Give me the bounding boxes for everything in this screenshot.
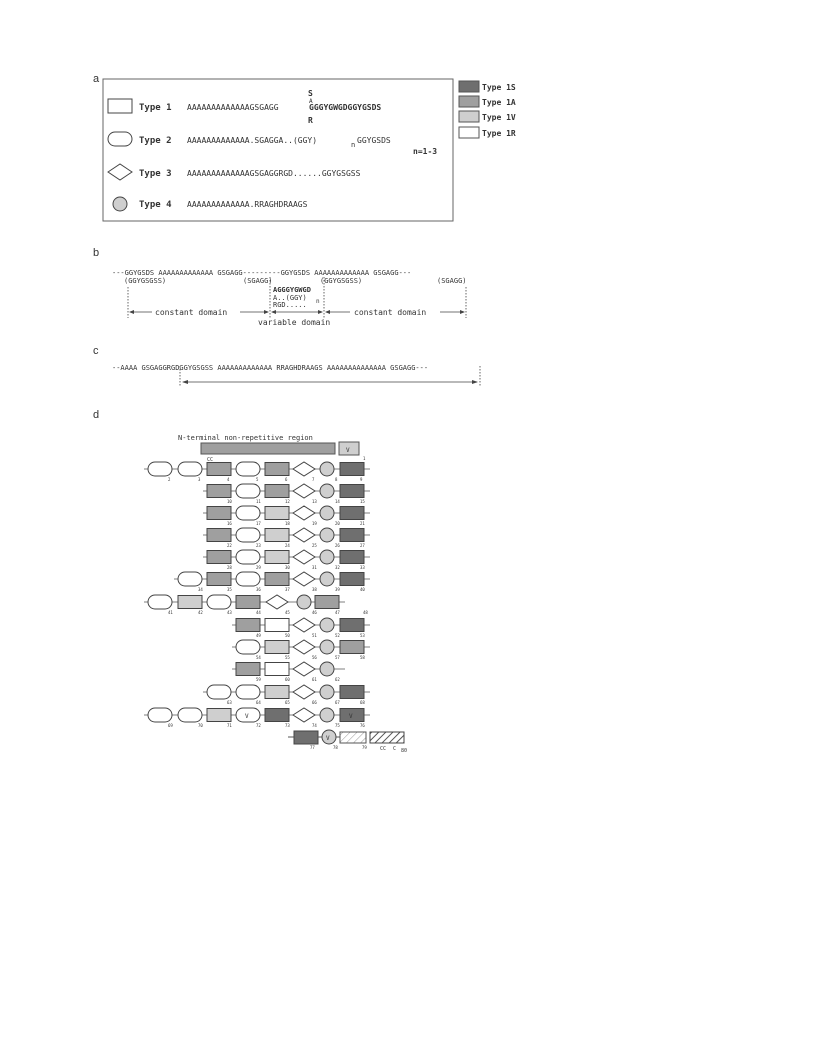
type1-domain	[207, 485, 231, 498]
type1-domain	[178, 596, 202, 609]
type3-domain	[293, 708, 315, 722]
domain-number: 37	[285, 587, 290, 592]
domain-number: 57	[335, 655, 340, 660]
domain-number: 18	[285, 521, 290, 526]
c-bottom-label: C	[393, 746, 397, 752]
domain-number: 39	[335, 587, 340, 592]
hatched-domain-79	[340, 732, 366, 743]
legend-swatch-1a	[459, 96, 479, 107]
type4-domain	[320, 640, 334, 654]
panel-c-label: c	[93, 345, 99, 357]
domain-number: 54	[256, 655, 261, 660]
domain-number: 44	[256, 610, 261, 615]
type3-domain	[293, 506, 315, 520]
domain-number: 31	[312, 565, 317, 570]
domain-number: 61	[312, 677, 317, 682]
domain-number: 41	[168, 610, 173, 615]
domain-number: 46	[312, 610, 317, 615]
type1-legend	[459, 81, 516, 138]
domain-number: 11	[256, 499, 261, 504]
variable-seq-2: A..(GGY)	[273, 294, 307, 302]
constant-domain-right: constant domain	[354, 308, 427, 317]
type1-domain	[236, 663, 260, 676]
domain-number: 40	[360, 587, 365, 592]
legend-swatch-1r	[459, 127, 479, 138]
domain-number: 23	[256, 543, 261, 548]
type3-domain	[293, 572, 315, 586]
domain-number: 32	[335, 565, 340, 570]
type2-domain	[148, 708, 172, 722]
type1-domain	[315, 596, 339, 609]
domain-number: 36	[256, 587, 261, 592]
type3-name: Type 3	[139, 169, 172, 179]
panel-b-label: b	[93, 247, 100, 259]
domain-alt-left: (GGYGSGSS)	[124, 277, 167, 285]
type1-domain	[340, 485, 364, 498]
type4-domain	[320, 662, 334, 676]
domain-number: 4	[227, 477, 230, 482]
type1-domain	[340, 641, 364, 654]
type1-domain	[340, 686, 364, 699]
type1-domain	[236, 596, 260, 609]
type2-domain	[236, 550, 260, 564]
type4-prefix: AAAAAAAAAAAAA.RRAGHDRAAGS	[187, 200, 308, 209]
type1-domain	[236, 619, 260, 632]
domain-number: 63	[227, 700, 232, 705]
domain-number: 65	[285, 700, 290, 705]
cc-top-label: CC	[207, 457, 214, 463]
type2-prefix: AAAAAAAAAAAAA.SGAGGA..(GGY)	[187, 136, 318, 145]
type4-circle-icon	[113, 197, 127, 211]
domain-number: 45	[285, 610, 290, 615]
type2-domain	[236, 528, 260, 542]
type3-domain	[293, 550, 315, 564]
domain-number: 58	[360, 655, 365, 660]
v-label: V	[326, 735, 330, 742]
domain-number: 33	[360, 565, 365, 570]
legend-swatch-1s	[459, 81, 479, 92]
domain-number: 48	[363, 610, 368, 615]
domain-number: 42	[198, 610, 203, 615]
n-terminal-bar	[201, 443, 335, 454]
cc-bottom-label: CC	[380, 746, 387, 752]
type4-domain	[320, 618, 334, 632]
domain-number: 19	[312, 521, 317, 526]
type1-domain	[265, 709, 289, 722]
domain-number: 43	[227, 610, 232, 615]
repeat-sequence: --AAAA GSGAGGRGDGGYGSGSS AAAAAAAAAAAAA RRAGHDRAAGS AAAAAAAAAAAAAA GSGAGG---	[112, 364, 429, 372]
type2-domain	[148, 462, 172, 476]
type2-domain	[236, 506, 260, 520]
variable-domain-label: variable domain	[258, 318, 331, 327]
type1-alt-s: S	[308, 89, 313, 98]
arrow-head	[472, 380, 478, 384]
type1-domain	[265, 686, 289, 699]
domain-number: 53	[360, 633, 365, 638]
domain-number: 25	[312, 543, 317, 548]
arrow-head	[182, 380, 188, 384]
domain-alt-right: (GGYGSGSS)	[320, 277, 363, 285]
domain-number: 30	[285, 565, 290, 570]
type1-domain	[340, 551, 364, 564]
type2-domain	[178, 462, 202, 476]
legend-label-1s: Type 1S	[482, 83, 516, 92]
type2-domain	[148, 595, 172, 609]
domain-number: 70	[198, 723, 203, 728]
domain-number: 78	[333, 745, 338, 750]
type3-domain	[293, 618, 315, 632]
type2-domain	[178, 708, 202, 722]
type3-domain	[293, 640, 315, 654]
type4-domain	[320, 685, 334, 699]
type2-domain	[236, 640, 260, 654]
domain-number: 34	[198, 587, 203, 592]
domain-number: 66	[312, 700, 317, 705]
panel-a-label: a	[93, 73, 100, 85]
domain-number: 71	[227, 723, 232, 728]
domain-number: 76	[360, 723, 365, 728]
type2-rounded-icon	[108, 132, 132, 146]
type4-domain	[320, 572, 334, 586]
domain-number: 17	[256, 521, 261, 526]
type1-domain	[340, 573, 364, 586]
type4-domain	[320, 550, 334, 564]
type1-domain	[207, 709, 231, 722]
type1-domain	[265, 619, 289, 632]
type3-domain	[266, 595, 288, 609]
type4-domain	[320, 506, 334, 520]
type4-domain	[320, 462, 334, 476]
domain-number: 35	[227, 587, 232, 592]
domain-number: 14	[335, 499, 340, 504]
domain-number: 21	[360, 521, 365, 526]
domain-number: 3	[198, 477, 201, 482]
domain-number: 47	[335, 610, 340, 615]
constant-domain-left: constant domain	[155, 308, 228, 317]
domain-number: 52	[335, 633, 340, 638]
domain-number: 24	[285, 543, 290, 548]
type1-domain	[340, 507, 364, 520]
type1-domain	[265, 507, 289, 520]
type1-domain	[265, 573, 289, 586]
domain-number-80: 80	[401, 748, 408, 754]
type1-domain	[207, 463, 231, 476]
type1-domain	[265, 663, 289, 676]
domain-number: 77	[310, 745, 315, 750]
domain-number: 7	[312, 477, 315, 482]
domain-number: 50	[285, 633, 290, 638]
type4-domain	[297, 595, 311, 609]
variable-seq-3: RGD.....	[273, 301, 307, 309]
type2-domain	[207, 685, 231, 699]
n-terminal-label: N-terminal non-repetitive region	[178, 434, 313, 442]
type1-domain	[265, 463, 289, 476]
domain-number: 68	[360, 700, 365, 705]
type1-domain	[265, 551, 289, 564]
type4-name: Type 4	[139, 200, 172, 210]
type1-domain	[340, 619, 364, 632]
type1-domain	[207, 573, 231, 586]
domain-number: 56	[312, 655, 317, 660]
type2-domain	[236, 462, 260, 476]
panel-d-label: d	[93, 409, 100, 421]
type2-domain	[236, 484, 260, 498]
domain-number: 26	[335, 543, 340, 548]
domain-number: 28	[227, 565, 232, 570]
type2-domain	[236, 685, 260, 699]
domain-number: 27	[360, 543, 365, 548]
type3-domain	[293, 685, 315, 699]
domain-number: 8	[335, 477, 338, 482]
domain-number: 69	[168, 723, 173, 728]
domain-number: 12	[285, 499, 290, 504]
domain-number: 38	[312, 587, 317, 592]
type2-note: n=1-3	[413, 147, 438, 156]
domain-sequence-line: ---GGYGSDS AAAAAAAAAAAAA GSGAGG---------GGYGSDS AAAAAAAAAAAAA GSGAGG---	[112, 269, 412, 277]
domain-alt-mid: (SGAGG)	[243, 277, 273, 285]
domain-alt-far: (SGAGG)	[437, 277, 467, 285]
domain-number: 2	[168, 477, 171, 482]
type1-alt-a: A	[309, 98, 313, 105]
domain-number: 6	[285, 477, 288, 482]
type3-domain	[293, 528, 315, 542]
v-label: V	[349, 713, 353, 720]
type1-domain	[340, 463, 364, 476]
domain-number: 67	[335, 700, 340, 705]
type4-domain	[320, 708, 334, 722]
type1-domain	[265, 485, 289, 498]
domain-number: 74	[312, 723, 317, 728]
domain-number: 51	[312, 633, 317, 638]
domain-number: 73	[285, 723, 290, 728]
type1-prefix: AAAAAAAAAAAAAGSGAGG	[187, 103, 279, 112]
domain-number: 49	[256, 633, 261, 638]
type1-domain	[265, 641, 289, 654]
domain-number: 75	[335, 723, 340, 728]
type2-domain	[207, 595, 231, 609]
variable-seq-sub: n	[316, 298, 320, 305]
type3-domain	[293, 462, 315, 476]
domain-number: 10	[227, 499, 232, 504]
v-label-top: V	[346, 447, 350, 454]
domain-number: 16	[227, 521, 232, 526]
type3-domain	[293, 484, 315, 498]
domain-number: 62	[335, 677, 340, 682]
v-label: V	[245, 713, 249, 720]
domain-number: 15	[360, 499, 365, 504]
domain-number: 22	[227, 543, 232, 548]
type1-domain	[207, 507, 231, 520]
domain-number: 29	[256, 565, 261, 570]
type1-domain	[207, 551, 231, 564]
type2-name: Type 2	[139, 136, 172, 146]
c-terminal-region	[370, 732, 404, 743]
type1-rect-icon	[108, 99, 132, 113]
type1-alt-r: R	[308, 116, 313, 125]
legend-label-1a: Type 1A	[482, 98, 516, 107]
type1-domain	[340, 529, 364, 542]
type2-subscript: n	[351, 141, 356, 149]
domain-number: 59	[256, 677, 261, 682]
domain-number: 64	[256, 700, 261, 705]
domain-number: 9	[360, 477, 363, 482]
legend-label-1r: Type 1R	[482, 129, 516, 138]
type1-domain	[265, 529, 289, 542]
type1-name: Type 1	[139, 103, 172, 113]
repeat-diagram	[144, 462, 370, 728]
type1-suffix: GGGYGWGDGGYGSDS	[309, 103, 382, 112]
domain-number: 5	[256, 477, 259, 482]
variable-seq-1: AGGGYGWGD	[273, 286, 311, 294]
domain-number: 20	[335, 521, 340, 526]
domain-number: 55	[285, 655, 290, 660]
domain-number: 60	[285, 677, 290, 682]
type4-domain	[320, 484, 334, 498]
type2-domain	[178, 572, 202, 586]
domain-number: 79	[362, 745, 367, 750]
legend-swatch-1v	[459, 111, 479, 122]
type1-domain	[207, 529, 231, 542]
c-terminal-row	[288, 730, 407, 754]
type3-prefix: AAAAAAAAAAAAAGSGAGGRGD......GGYGSGSS	[187, 169, 361, 178]
type1s-domain	[294, 731, 318, 744]
domain-number: 13	[312, 499, 317, 504]
domain-number: 1	[363, 456, 366, 461]
domain-number: 72	[256, 723, 261, 728]
legend-label-1v: Type 1V	[482, 113, 516, 122]
type4-domain	[320, 528, 334, 542]
type3-domain	[293, 662, 315, 676]
type2-domain	[236, 572, 260, 586]
type2-suffix: GGYGSDS	[357, 136, 391, 145]
